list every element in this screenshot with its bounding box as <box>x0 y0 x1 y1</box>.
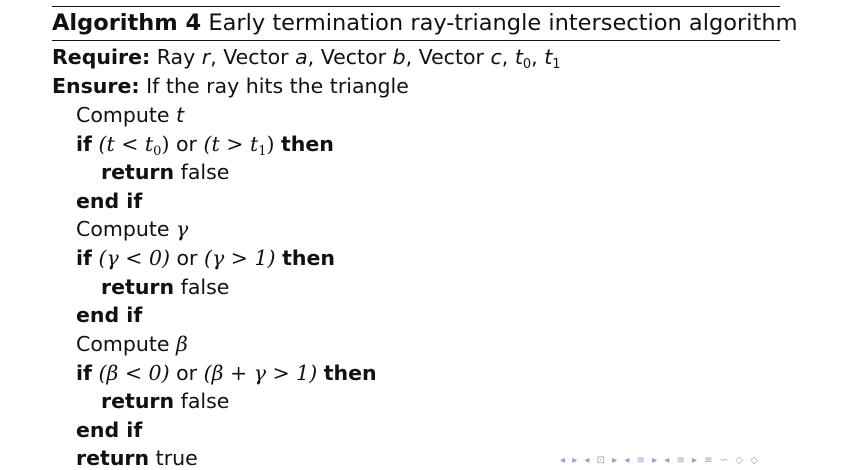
return-value: true <box>155 446 198 470</box>
require-vector-a-text: Vector <box>223 45 289 69</box>
return-false-line-1 <box>101 160 229 184</box>
ensure-keyword: Ensure: <box>52 74 140 98</box>
caption-rule <box>52 40 780 41</box>
cond-beta-gamma-upper: (β + γ > 1) <box>203 361 318 385</box>
or-word: or <box>176 361 198 385</box>
require-keyword: Require: <box>52 45 151 69</box>
return-value: false <box>180 275 230 299</box>
if-beta-line <box>76 361 377 385</box>
or-word: or <box>175 132 197 156</box>
compute-word: Compute <box>76 103 170 127</box>
return-false-line-2 <box>101 275 229 299</box>
ensure-text: If the ray hits the triangle <box>146 74 409 98</box>
cond-gamma-upper: (γ > 1) <box>204 246 276 270</box>
require-var-c: c <box>490 45 502 69</box>
then-keyword: then <box>323 361 377 385</box>
return-keyword: return <box>76 446 150 470</box>
return-value: false <box>180 160 230 184</box>
or-word: or <box>176 246 198 270</box>
require-vector-b-text: Vector <box>320 45 387 69</box>
then-keyword: then <box>281 132 334 156</box>
if-gamma-line <box>76 246 335 270</box>
if-keyword: if <box>76 361 92 385</box>
return-keyword: return <box>101 275 175 299</box>
if-keyword: if <box>76 132 92 156</box>
require-var-b: b <box>392 45 406 69</box>
compute-var-gamma: γ <box>176 217 189 241</box>
cond-t-lower: (t < t0) <box>98 132 170 159</box>
end-if-line-1: end if <box>76 189 143 213</box>
if-t-line <box>76 132 334 160</box>
cond-gamma-lower: (γ < 0) <box>98 246 170 270</box>
require-t1: t1 <box>544 45 561 72</box>
require-var-a: a <box>295 45 308 69</box>
return-true-line <box>76 446 198 470</box>
return-value: false <box>180 389 230 413</box>
caption-title: Early termination ray-triangle intersection algorithm <box>208 10 798 36</box>
compute-gamma-line <box>76 217 188 241</box>
compute-var-beta: β <box>176 332 188 356</box>
compute-t-line <box>76 103 184 127</box>
compute-word: Compute <box>76 332 170 356</box>
require-var-r: r <box>201 45 211 69</box>
require-ray-text: Ray <box>156 45 196 69</box>
beamer-navigation-icons[interactable]: ◂ ▸ ◂ ⊡ ▸ ◂ ≡ ▸ ◂ ≡ ▸ ≡ ∽ ◇ ◇ <box>560 455 760 465</box>
compute-word: Compute <box>76 217 170 241</box>
cond-t-upper: (t > t1) <box>203 132 275 159</box>
require-line: Require: Ray r, Vector a, Vector b, Vector c, t0, t1 <box>52 45 561 72</box>
compute-beta-line <box>76 332 188 356</box>
if-keyword: if <box>76 246 92 270</box>
return-false-line-3 <box>101 389 229 413</box>
caption-label: Algorithm 4 <box>52 10 202 36</box>
end-if-line-2: end if <box>76 303 143 327</box>
return-keyword: return <box>101 160 175 184</box>
algorithm-block <box>52 6 798 41</box>
require-t0: t0 <box>514 45 532 72</box>
then-keyword: then <box>282 246 335 270</box>
algorithm-caption <box>52 7 798 40</box>
compute-var-t: t <box>176 103 185 127</box>
end-if-line-3: end if <box>76 418 143 442</box>
cond-beta-lower: (β < 0) <box>98 361 170 385</box>
return-keyword: return <box>101 389 175 413</box>
ensure-line <box>52 74 409 98</box>
require-vector-c-text: Vector <box>418 45 484 69</box>
